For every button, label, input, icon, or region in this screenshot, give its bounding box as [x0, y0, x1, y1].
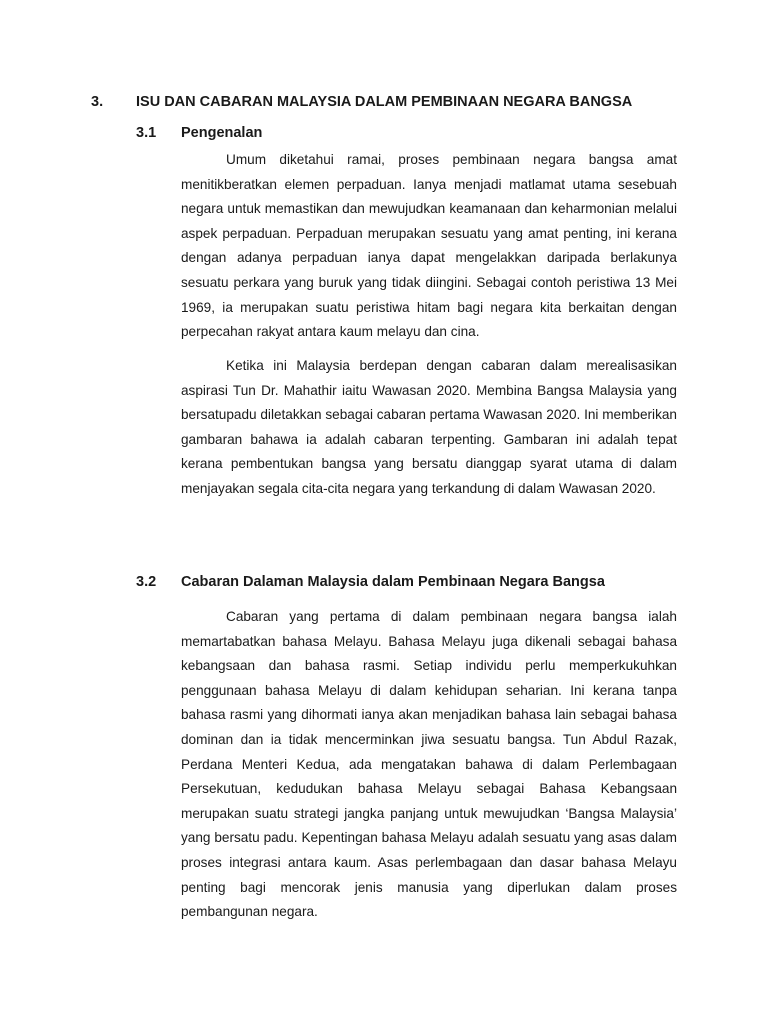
subsection-1-number: 3.1 — [136, 125, 157, 141]
subsection-2-number: 3.2 — [136, 574, 157, 590]
paragraph-challenge-1: Cabaran yang pertama di dalam pembinaan negara bangsa ialah memartabatkan bahasa Melayu. Bahasa Melayu juga dikenali sebagai bahasa kebangsaan dan bahasa rasmi. Setiap individu perlu memperkukuhkan penggunaan bahasa Melayu di dalam kehidupan seharian. Ini kerana tanpa bahasa rasmi yang dihormati ianya akan menjadikan bahasa lain sebagai bahasa dominan dan ia tidak mencerminkan jiwa sesuatu bangsa. Tun Abdul Razak, Perdana Menteri Kedua, ada mengatakan bahawa di dalam Perlembagaan Persekutuan, kedudukan bahasa Melayu sebagai Bahasa Kebangsaan merupakan suatu strategi jangka panjang untuk mewujudkan ‘Bangsa Malaysia’ yang bersatu padu. Kepentingan bahasa Melayu adalah sesuatu yang asas dalam proses integrasi antara kaum. Asas perlembagaan dan dasar bahasa Melayu penting bagi mencorak jenis manusia yang diperlukan dalam proses pembangunan negara. — [181, 609, 677, 920]
paragraph-intro-2: Ketika ini Malaysia berdepan dengan cabaran dalam merealisasikan aspirasi Tun Dr. Mahathir iaitu Wawasan 2020. Membina Bangsa Malaysia yang bersatupadu diletakkan sebagai cabaran pertama Wawasan 2020. Ini memberikan gambaran bahawa ia adalah cabaran terpenting. Gambaran ini adalah tepat kerana pembentukan bangsa yang bersatu dianggap syarat utama di dalam menjayakan segala cita-cita negara yang terkandung di dalam Wawasan 2020. — [181, 358, 677, 496]
paragraph-intro-1: Umum diketahui ramai, proses pembinaan negara bangsa amat menitikberatkan elemen perpaduan. Ianya menjadi matlamat utama sesebuah negara untuk memastikan dan mewujudkan keamanaan dan keharmonian melalui aspek perpaduan. Perpaduan merupakan sesuatu yang amat penting, ini kerana dengan adanya perpaduan ianya dapat mengelakkan daripada berlakunya sesuatu perkara yang buruk yang tidak diingini. Sebagai contoh peristiwa 13 Mei 1969, ia merupakan suatu peristiwa hitam bagi negara kita berkaitan dengan perpecahan rakyat antara kaum melayu dan cina. — [181, 152, 677, 340]
section-number: 3. — [91, 94, 104, 110]
subsection-1-title: Pengenalan — [181, 125, 263, 141]
section-title: ISU DAN CABARAN MALAYSIA DALAM PEMBINAAN NEGARA BANGSA — [136, 94, 633, 110]
subsection-2-title: Cabaran Dalaman Malaysia dalam Pembinaan Negara Bangsa — [181, 574, 605, 590]
